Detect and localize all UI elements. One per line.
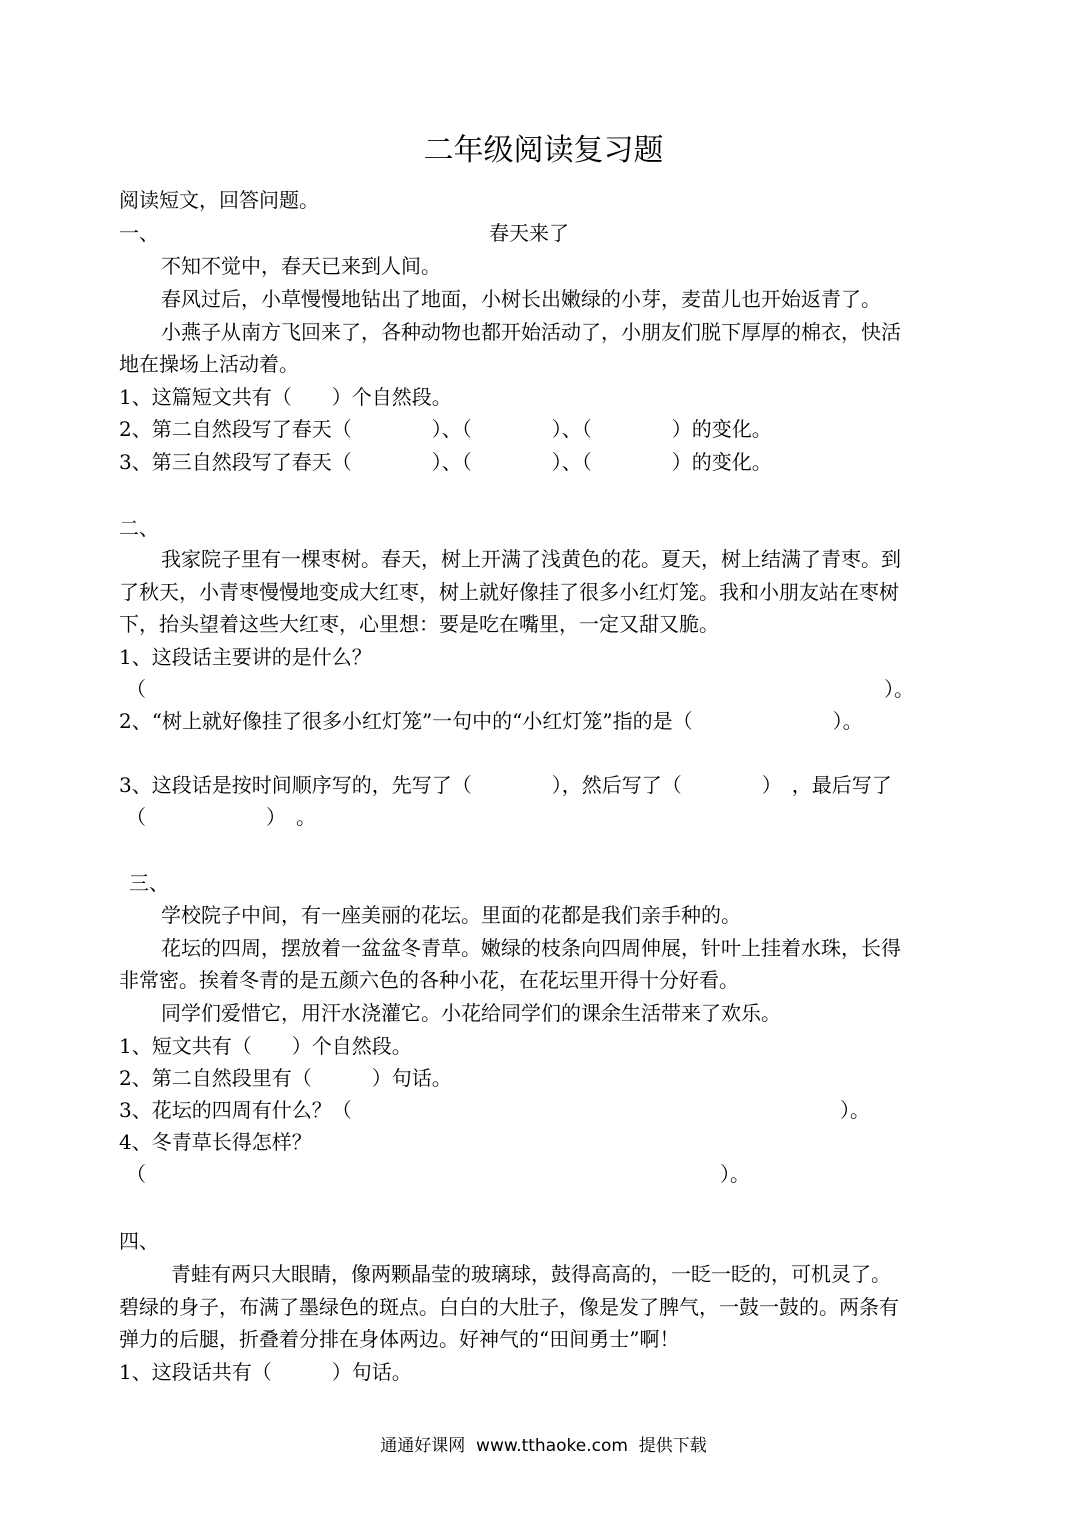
section-3-number: 三、 [129, 871, 169, 895]
section-3-paragraph-2b: 非常密。挨着冬青的是五颜六色的各种小花，在花坛里开得十分好看。 [119, 968, 739, 992]
section-3-answer-4-open: （ [126, 1162, 146, 1186]
section-3-question-1: 1、短文共有（ ）个自然段。 [119, 1034, 412, 1058]
section-2-question-3b: （ ） 。 [126, 805, 316, 829]
section-1-question-3: 3、第三自然段写了春天（ ）、（ ）、（ ）的变化。 [119, 450, 772, 474]
section-1-paragraph-3a: 小燕子从南方飞回来了，各种动物也都开始活动了，小朋友们脱下厚厚的棉衣，快活 [161, 320, 901, 344]
section-3-paragraph-3: 同学们爱惜它，用汗水浇灌它。小花给同学们的课余生活带来了欢乐。 [161, 1001, 781, 1025]
section-3-question-2: 2、第二自然段里有（ ）句话。 [119, 1066, 452, 1090]
section-2-question-1: 1、这段话主要讲的是什么？ [119, 645, 372, 669]
page-title: 二年级阅读复习题 [423, 133, 664, 168]
section-2-paragraph-a: 我家院子里有一棵枣树。春天，树上开满了浅黄色的花。夏天，树上结满了青枣。到 [161, 547, 901, 571]
section-2-number: 二、 [119, 516, 159, 540]
section-2-paragraph-c: 下，抬头望着这些大红枣，心里想：要是吃在嘴里，一定又甜又脆。 [119, 612, 719, 636]
section-1-number: 一、 [119, 221, 159, 245]
section-2-answer-1-open: （ [126, 677, 146, 701]
section-2-answer-1-close: ）。 [884, 677, 914, 701]
instruction: 阅读短文，回答问题。 [119, 188, 319, 212]
section-3-paragraph-2a: 花坛的四周，摆放着一盆盆冬青草。嫩绿的枝条向四周伸展，针叶上挂着水珠，长得 [161, 936, 901, 960]
section-3-answer-4-close: ）。 [720, 1162, 750, 1186]
section-2-question-2: 2、“树上就好像挂了很多小红灯笼”一句中的“小红灯笼”指的是（ ）。 [119, 709, 863, 733]
section-3-question-4: 4、冬青草长得怎样？ [119, 1130, 312, 1154]
section-4-number: 四、 [119, 1229, 159, 1253]
section-2-question-3a: 3、这段话是按时间顺序写的，先写了（ ），然后写了（ ） ，最后写了 [119, 773, 892, 797]
section-3-answer-3-close: ）。 [840, 1098, 870, 1122]
section-4-paragraph-b: 碧绿的身子，布满了墨绿色的斑点。白白的大肚子，像是发了脾气，一鼓一鼓的。两条有 [119, 1295, 899, 1319]
section-1-paragraph-3b: 地在操场上活动着。 [119, 352, 299, 376]
section-3-question-3: 3、花坛的四周有什么？（ [119, 1098, 352, 1122]
footer-credit: 通通好课网 www.tthaoke.com 提供下载 [380, 1436, 707, 1456]
section-3-paragraph-1: 学校院子中间，有一座美丽的花坛。里面的花都是我们亲手种的。 [161, 903, 741, 927]
section-1-paragraph-2: 春风过后，小草慢慢地钻出了地面，小树长出嫩绿的小芽，麦苗儿也开始返青了。 [161, 287, 881, 311]
section-1-question-2: 2、第二自然段写了春天（ ）、（ ）、（ ）的变化。 [119, 417, 772, 441]
section-4-paragraph-a: 青蛙有两只大眼睛，像两颗晶莹的玻璃球，鼓得高高的，一眨一眨的，可机灵了。 [171, 1262, 891, 1286]
section-4-paragraph-c: 弹力的后腿，折叠着分排在身体两边。好神气的“田间勇士”啊！ [119, 1327, 680, 1351]
section-1-heading: 春天来了 [489, 221, 569, 245]
section-1-paragraph-1: 不知不觉中，春天已来到人间。 [161, 254, 441, 278]
section-2-paragraph-b: 了秋天，小青枣慢慢地变成大红枣，树上就好像挂了很多小红灯笼。我和小朋友站在枣树 [119, 580, 899, 604]
section-1-question-1: 1、这篇短文共有（ ）个自然段。 [119, 385, 452, 409]
section-4-question-1: 1、这段话共有（ ）句话。 [119, 1360, 412, 1384]
